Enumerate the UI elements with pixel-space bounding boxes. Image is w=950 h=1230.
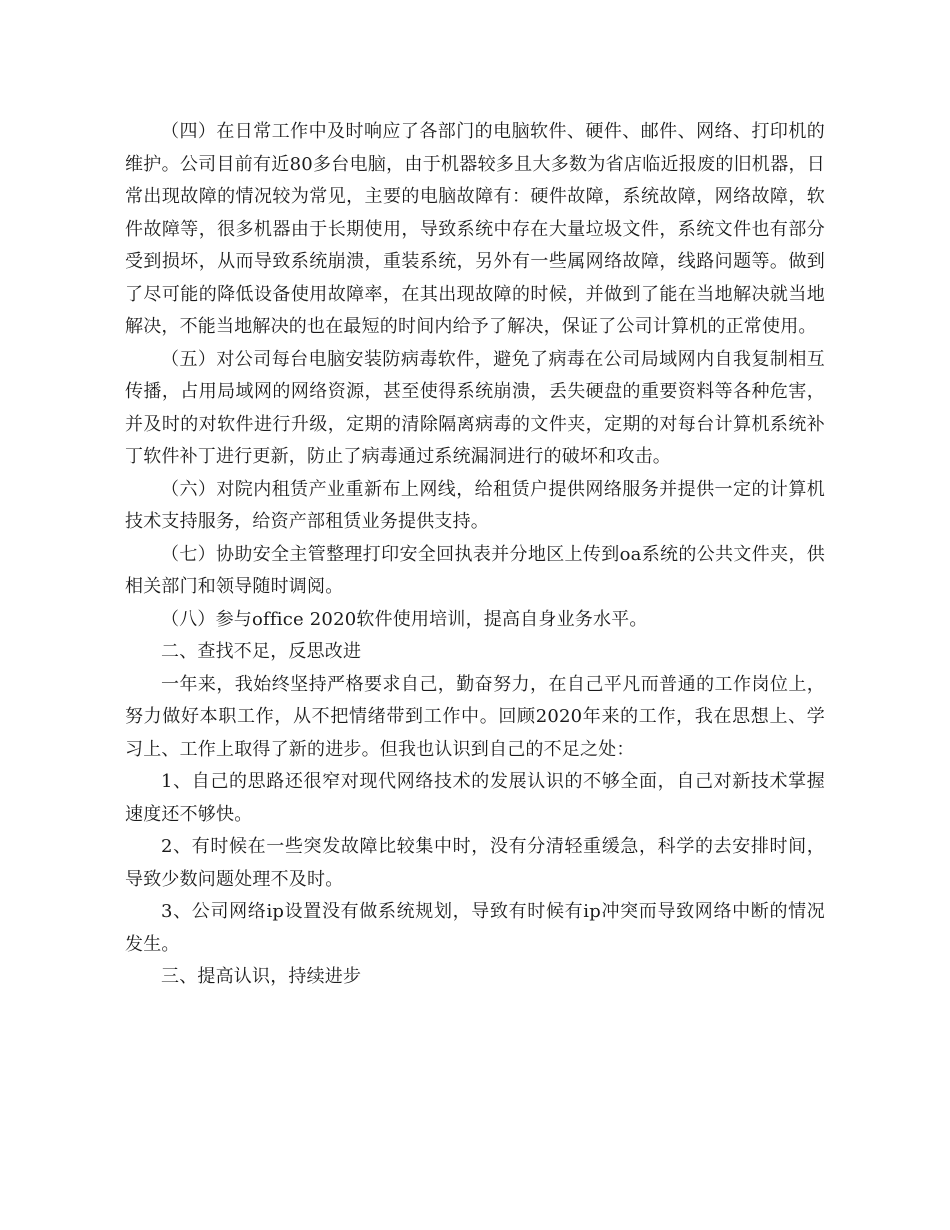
paragraph-section-5: （五）对公司每台电脑安装防病毒软件，避免了病毒在公司局域网内自我复制相互传播，占用局域网的网络资源，甚至使得系统崩溃，丢失硬盘的重要资料等各种危害，并及时的对软件进行升级，定期的清除隔离病毒的文件夹，定期的对每台计算机系统补丁软件补丁进行更新，防止了病毒通过系统漏洞进行的破坏和攻击。 [125,348,825,467]
heading-shortcomings: 二、查找不足，反思改进 [161,641,362,662]
list-item-2: 2、有时候在一些突发故障比较集中时，没有分清轻重缓急，科学的去安排时间，导致少数问题处理不及时。 [125,836,825,890]
paragraph-section-4: （四）在日常工作中及时响应了各部门的电脑软件、硬件、邮件、网络、打印机的维护。公司目前有近80多台电脑，由于机器较多且大多数为省店临近报废的旧机器，日常出现故障的情况较为常见，主要的电脑故障有：硬件故障，系统故障，网络故障，软件故障等，很多机器由于长期使用，导致系统中存在大量垃圾文件，系统文件也有部分受到损坏，从而导致系统崩溃，重装系统，另外有一些属网络故障，线路问题等。做到了尽可能的降低设备使用故障率，在其出现故障的时候，并做到了能在当地解决就当地解决，不能当地解决的也在最短的时间内给予了解决，保证了公司计算机的正常使用。 [125,121,825,337]
paragraph-review: 一年来，我始终坚持严格要求自己，勤奋努力，在自己平凡而普通的工作岗位上，努力做好本职工作，从不把情绪带到工作中。回顾2020年来的工作，我在思想上、学习上、工作上取得了新的进步。但我也认识到自己的不足之处： [125,673,825,760]
paragraph-section-7: （七）协助安全主管整理打印安全回执表并分地区上传到oa系统的公共文件夹，供相关部门和领导随时调阅。 [125,543,825,597]
list-item-3: 3、公司网络ip设置没有做系统规划，导致有时候有ip冲突而导致网络中断的情况发生。 [125,901,825,955]
list-item-1: 1、自己的思路还很窄对现代网络技术的发展认识的不够全面，自己对新技术掌握速度还不够快。 [125,771,825,825]
paragraph-section-6: （六）对院内租赁产业重新布上网线，给租赁户提供网络服务并提供一定的计算机技术支持服务，给资产部租赁业务提供支持。 [125,478,825,532]
heading-improvement: 三、提高认识，持续进步 [161,966,362,987]
document-body [125,116,825,994]
paragraph-section-8: （八）参与office 2020软件使用培训，提高自身业务水平。 [161,608,648,630]
